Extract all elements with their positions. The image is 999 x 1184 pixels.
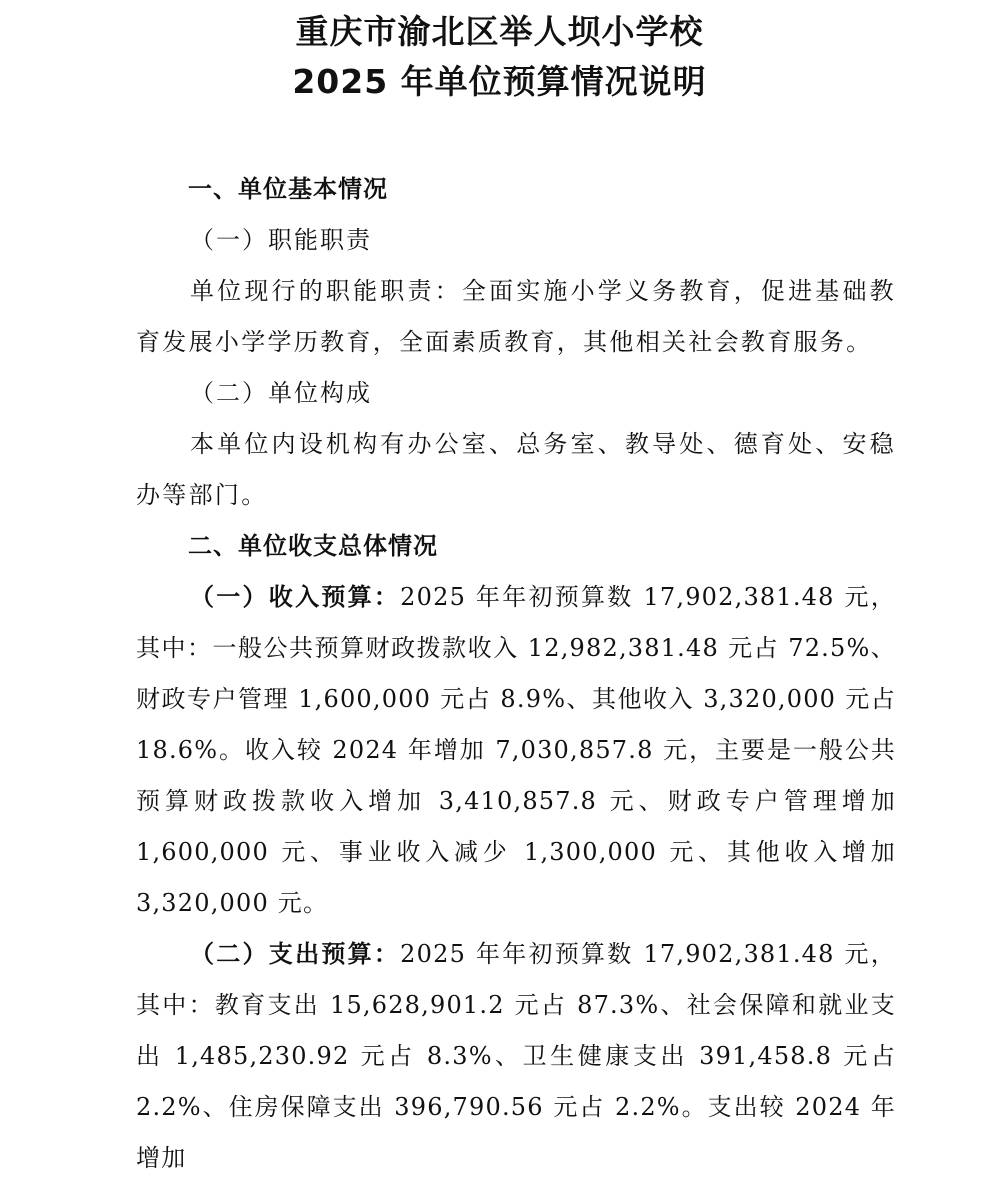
expense-budget-label: （二）支出预算： <box>190 940 401 968</box>
paragraph-income-budget <box>136 572 896 929</box>
section-heading-basic-info: 一、单位基本情况 <box>188 175 388 203</box>
income-budget-label: （一）收入预算： <box>190 583 401 611</box>
document-title-line2: 2025 年单位预算情况说明 <box>292 62 707 101</box>
document-title-line1: 重庆市渝北区举人坝小学校 <box>295 12 704 51</box>
paragraph-composition: 本单位内设机构有办公室、总务室、教导处、德育处、安稳办等部门。 <box>136 430 896 509</box>
subheading-functions: （一）职能职责 <box>190 226 372 254</box>
document-body <box>136 164 896 1184</box>
paragraph-expense-budget <box>136 929 896 1184</box>
section-heading-budget-overview: 二、单位收支总体情况 <box>188 532 438 560</box>
paragraph-functions: 单位现行的职能职责：全面实施小学义务教育，促进基础教育发展小学学历教育，全面素质教育，其他相关社会教育服务。 <box>136 277 896 356</box>
expense-budget-text: 2025 年年初预算数 17,902,381.48 元，其中：教育支出 15,628,901.2 元占 87.3%、社会保障和就业支出 1,485,230.92 元占 8.3%、卫生健康支出 391,458.8 元占 2.2%、住房保障支出 396,790.56 元占 2.2%。支出较 2024 年增加 <box>136 940 896 1172</box>
income-budget-text: 2025 年年初预算数 17,902,381.48 元，其中：一般公共预算财政拨款收入 12,982,381.48 元占 72.5%、财政专户管理 1,600,000 元占 8.9%、其他收入 3,320,000 元占 18.6%。收入较 2024 年增加 7,030,857.8 元，主要是一般公共预算财政拨款收入增加 3,410,857.8 元、财政专户管理增加 1,600,000 元、事业收入减少 1,300,000 元、其他收入增加 3,320,000 元。 <box>136 583 896 917</box>
subheading-composition: （二）单位构成 <box>190 379 372 407</box>
